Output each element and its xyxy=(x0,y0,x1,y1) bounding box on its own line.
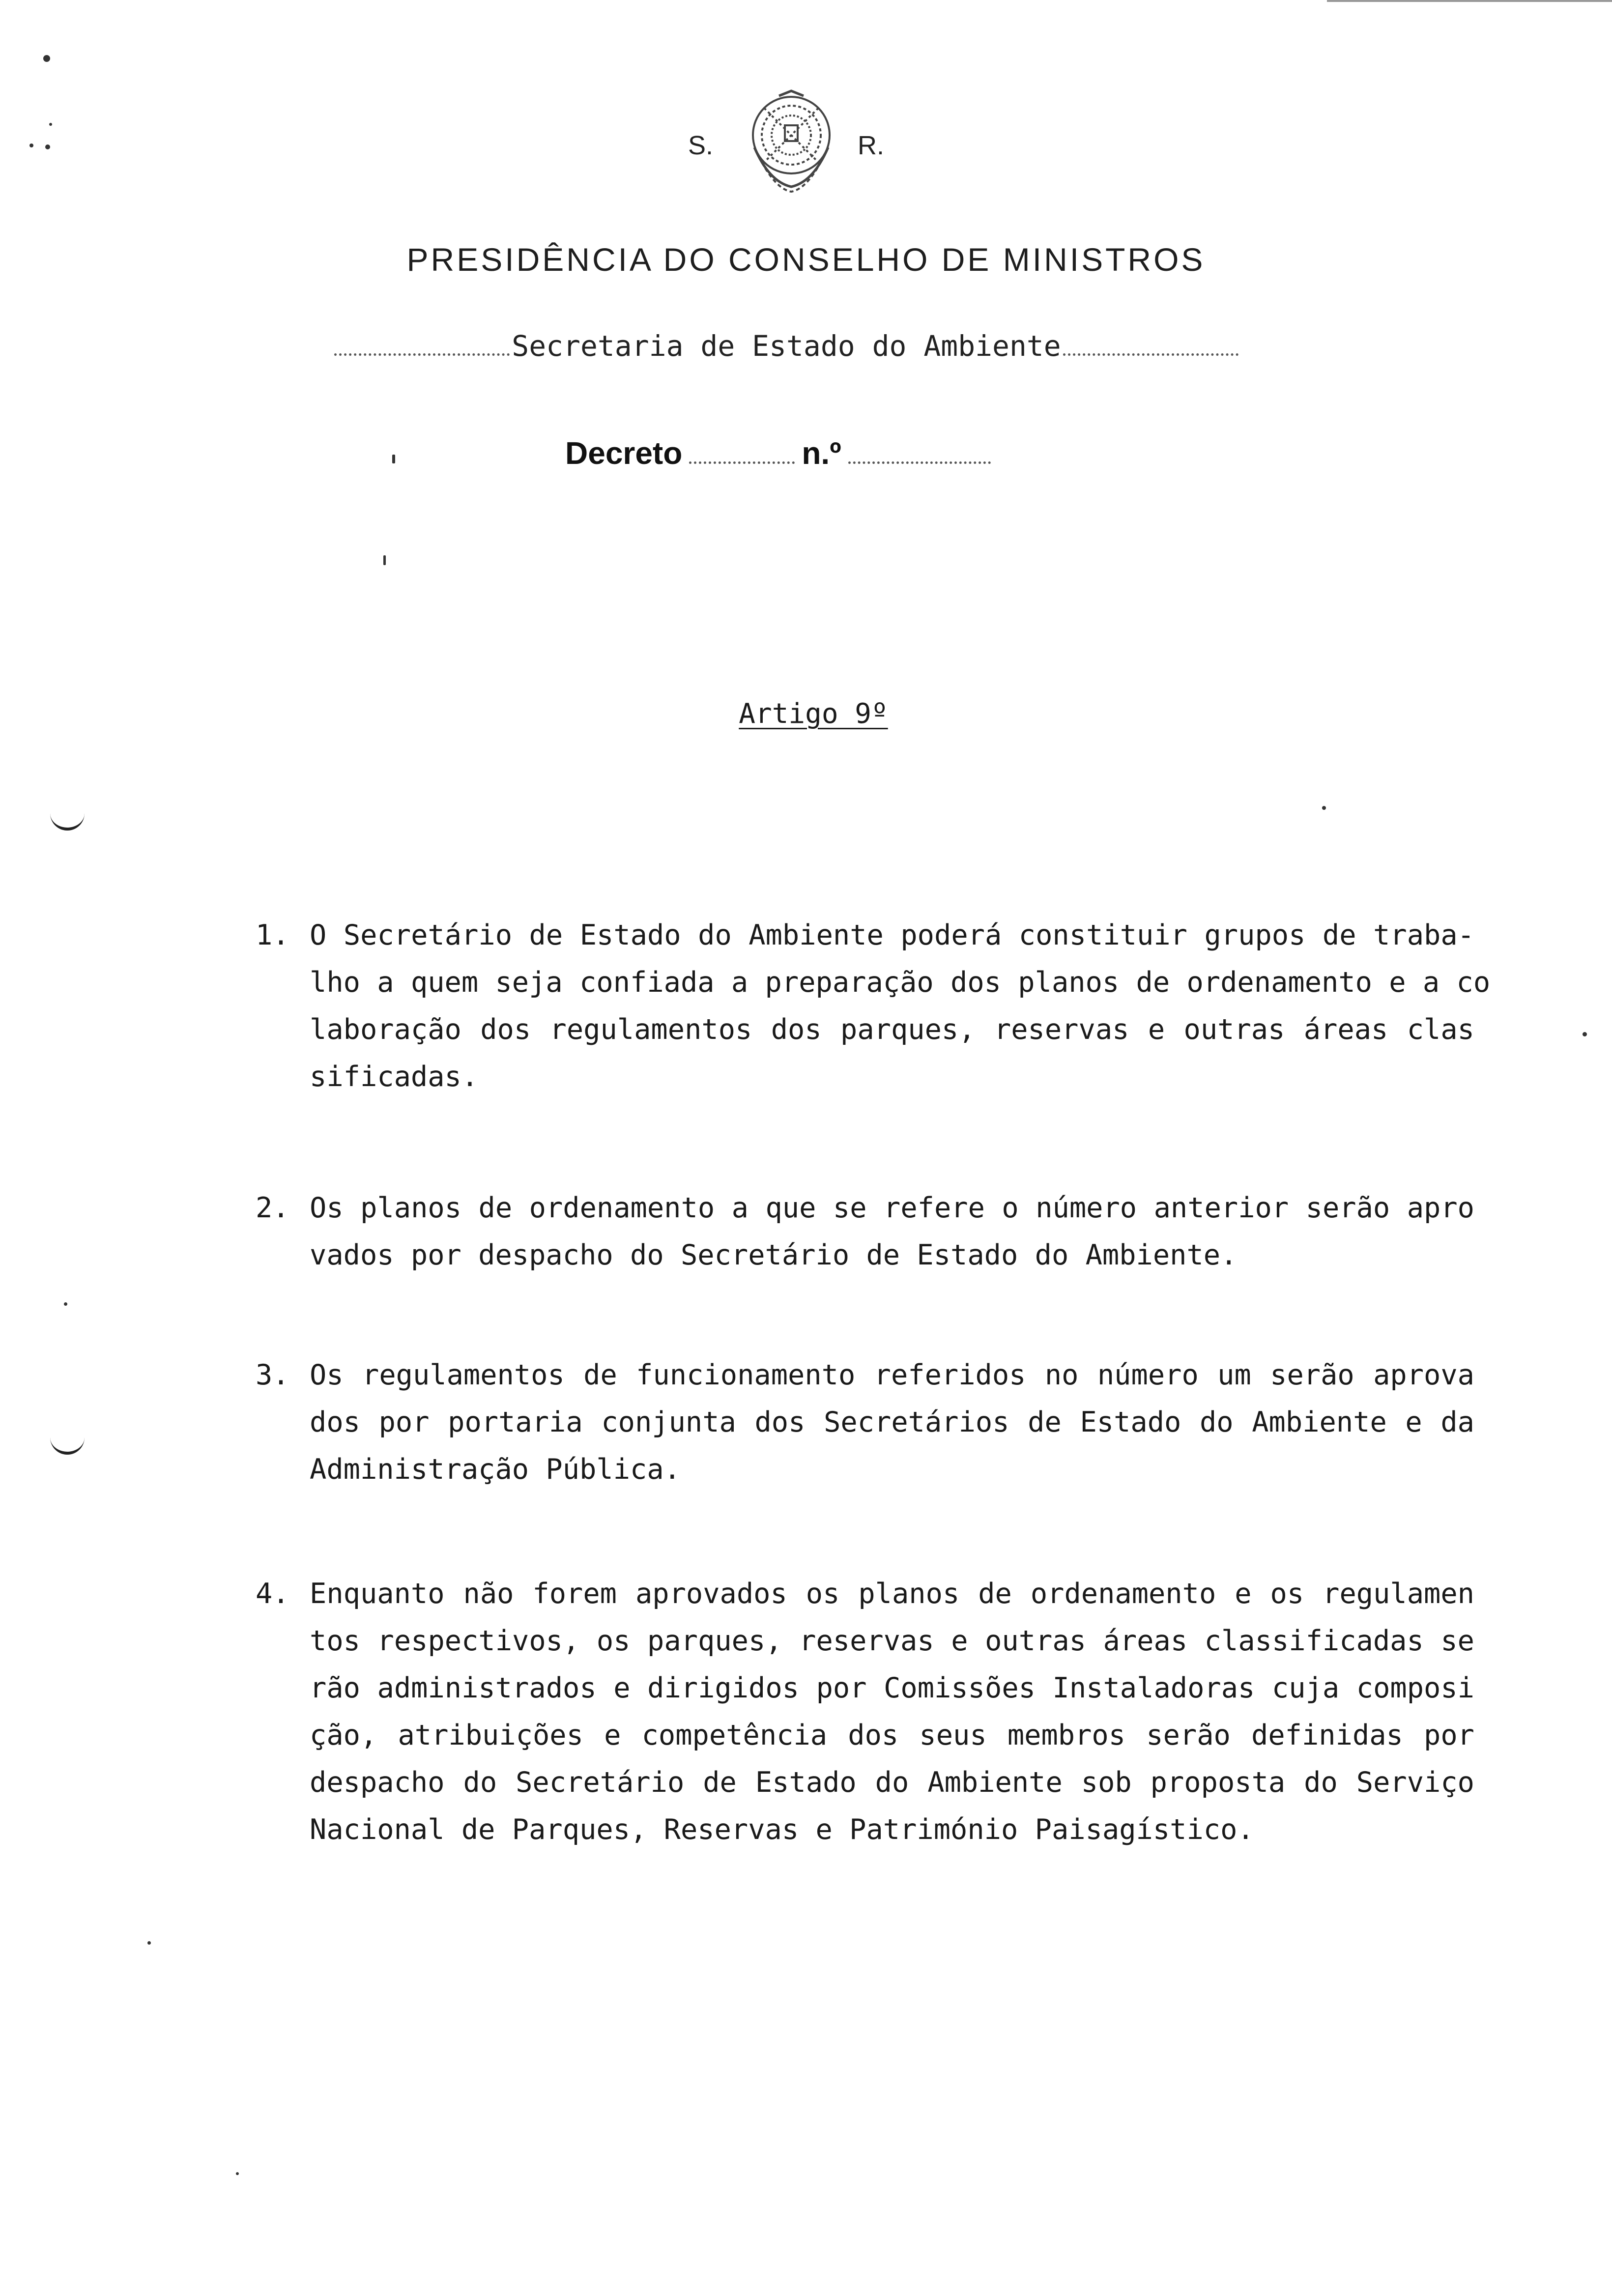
number-blank xyxy=(848,461,991,464)
decree-blank xyxy=(689,461,795,464)
paragraph-line: dos por portaria conjunta dos Secretários de Estado do Ambiente e da xyxy=(310,1406,1474,1438)
paragraph-number: 2. xyxy=(256,1192,289,1224)
paragraph-2 xyxy=(256,1184,1474,1279)
paragraph-number: 4. xyxy=(256,1578,289,1610)
paragraph-line: laboração dos regulamentos dos parques, reservas e outras áreas clas xyxy=(310,1013,1474,1046)
paragraph-line: tos respectivos, os parques, reservas e outras áreas classificadas se xyxy=(310,1625,1474,1657)
scan-speck xyxy=(392,455,395,463)
paragraph-number: 1. xyxy=(256,919,289,951)
paragraph-line: Administração Pública. xyxy=(310,1453,681,1486)
paragraph-number: 3. xyxy=(256,1359,289,1391)
binder-hole-mark xyxy=(50,811,85,831)
paragraph-line: O Secretário de Estado do Ambiente poderá constituir grupos de traba- xyxy=(310,919,1474,951)
scan-speck xyxy=(45,144,50,149)
paragraph-1 xyxy=(256,912,1491,1100)
paragraph-line: lho a quem seja confiada a preparação dos planos de ordenamento e a co xyxy=(310,966,1491,999)
number-label: n.º xyxy=(802,435,841,471)
coat-of-arms-seal-icon xyxy=(740,88,843,197)
paragraph-line: despacho do Secretário de Estado do Ambiente sob proposta do Serviço xyxy=(310,1766,1474,1799)
paragraph-line: sificadas. xyxy=(310,1061,479,1093)
scan-speck xyxy=(64,1302,67,1306)
decree-line xyxy=(565,435,991,471)
binder-hole-mark xyxy=(50,1435,85,1455)
scan-speck xyxy=(49,123,52,126)
paragraph-4 xyxy=(256,1570,1474,1853)
scan-speck xyxy=(1322,806,1326,810)
paragraph-line: Nacional de Parques, Reservas e Património Paisagístico. xyxy=(310,1813,1254,1846)
decree-label: Decreto xyxy=(565,435,683,471)
scan-speck xyxy=(236,2172,239,2175)
government-title: PRESIDÊNCIA DO CONSELHO DE MINISTROS xyxy=(406,241,1206,278)
seal-letter-right: R. xyxy=(858,131,884,160)
scan-edge-line xyxy=(1327,0,1612,2)
dotted-leader-left xyxy=(334,353,510,356)
paragraph-line: Enquanto não forem aprovados os planos de ordenamento e os regulamen xyxy=(310,1578,1474,1610)
scan-speck xyxy=(43,55,50,62)
paragraph-line: Os regulamentos de funcionamento referidos no número um serão aprova xyxy=(310,1359,1474,1391)
scan-speck xyxy=(1583,1032,1587,1036)
dotted-leader-right xyxy=(1063,353,1238,356)
article-heading xyxy=(0,698,1612,730)
seal-header xyxy=(0,86,1612,204)
paragraph-3 xyxy=(256,1351,1474,1493)
scan-speck xyxy=(29,144,33,147)
paragraph-line: vados por despacho do Secretário de Estado do Ambiente. xyxy=(310,1239,1238,1271)
department-name: Secretaria de Estado do Ambiente xyxy=(512,329,1061,363)
paragraph-line: Os planos de ordenamento a que se refere o número anterior serão apro xyxy=(310,1192,1474,1224)
paragraph-line: ção, atribuições e competência dos seus membros serão definidas por xyxy=(310,1719,1474,1751)
article-heading-text: Artigo 9º xyxy=(739,698,888,730)
paragraph-line: rão administrados e dirigidos por Comissões Instaladoras cuja composi xyxy=(310,1672,1474,1704)
scan-speck xyxy=(383,555,386,565)
seal-letter-left: S. xyxy=(688,131,714,160)
scan-speck xyxy=(147,1941,151,1945)
department-line xyxy=(334,329,1238,363)
